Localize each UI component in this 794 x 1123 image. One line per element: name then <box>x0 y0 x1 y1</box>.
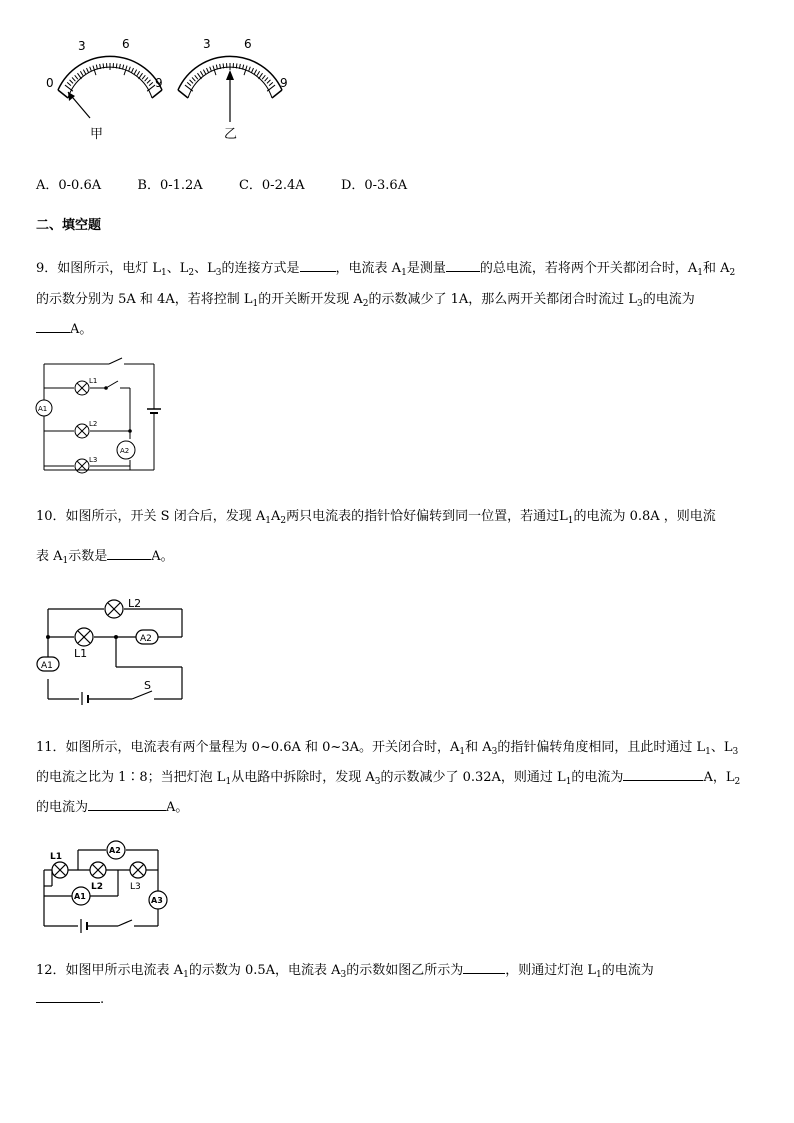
q11-blank-2[interactable] <box>88 798 166 811</box>
sub: 1 <box>567 516 574 526</box>
dial-tick <box>80 71 83 75</box>
sub: 3 <box>491 747 498 757</box>
q12-line1 <box>36 959 654 978</box>
dial-tick <box>86 68 88 73</box>
q12-text: 12．如图甲所示电流表 A <box>36 963 184 978</box>
sub: 1 <box>401 268 407 278</box>
q11-blank-1[interactable] <box>623 768 703 781</box>
sub: 1 <box>596 970 602 980</box>
q11-line2 <box>36 766 740 785</box>
dial-tick <box>103 63 104 68</box>
dial-tick <box>249 67 251 72</box>
ammeter-a2-label: A2 <box>120 447 130 455</box>
q9-text: 的示数分别为 5A 和 4A，若将控制 L <box>36 292 253 307</box>
lamp-l1-label: L1 <box>74 647 88 660</box>
ammeter-a1-label: A1 <box>74 892 86 901</box>
q12-blank-1[interactable] <box>463 961 505 974</box>
tick-label-3: 3 <box>78 39 86 53</box>
option-b[interactable]: B．0-1.2A <box>137 178 203 193</box>
dial-tick <box>206 68 208 73</box>
q10-text: 的电流为 0.8A ，则电流 <box>573 509 716 524</box>
dial-tick <box>75 75 78 79</box>
ammeter-a3-label: A3 <box>151 896 163 905</box>
option-d[interactable]: D．0-3.6A <box>340 178 408 193</box>
q11-text: 、L <box>710 740 733 755</box>
q12-line2 <box>36 990 104 1007</box>
sub: 1 <box>183 970 189 980</box>
q10-line2 <box>36 545 174 564</box>
sub: 3 <box>637 299 643 309</box>
dial-left <box>46 37 163 142</box>
sub: 2 <box>188 268 195 278</box>
q9-text: A。 <box>70 322 93 337</box>
sub: 2 <box>729 268 736 278</box>
q11-text: A，L <box>703 770 735 785</box>
option-c[interactable]: C．0-2.4A <box>238 178 305 193</box>
q9-blank-3[interactable] <box>36 320 70 333</box>
dial-tick <box>147 85 155 91</box>
q10-text: 示数是 <box>68 549 108 564</box>
q12-text: 的示数为 0.5A，电流表 A <box>188 963 341 978</box>
dial-tick <box>185 85 193 91</box>
ammeter-a1-label: A1 <box>41 661 53 671</box>
q11-text: A。 <box>166 800 189 815</box>
q9-text: 的连接方式是 <box>221 261 300 276</box>
dial-tick <box>262 75 265 79</box>
sub: 1 <box>459 747 466 757</box>
q9-line3 <box>36 318 92 337</box>
sub: 1 <box>225 777 232 787</box>
sub: 3 <box>215 268 222 278</box>
dial-tick <box>210 67 212 72</box>
sub: 3 <box>374 777 381 787</box>
dial-tick <box>72 77 75 81</box>
tick-label-9: 9 <box>155 76 163 90</box>
q9-blank-1[interactable] <box>300 259 336 272</box>
sub: 2 <box>734 777 741 787</box>
dial-tick <box>147 80 151 84</box>
q9-line1 <box>36 257 735 276</box>
q9-number: 9． <box>36 261 58 276</box>
dial-tick <box>116 63 117 68</box>
q11-text: 和 A <box>465 740 492 755</box>
sub: 1 <box>697 268 703 278</box>
dial-tick <box>223 63 224 68</box>
sub: 1 <box>705 747 711 757</box>
dial-tick <box>145 77 148 81</box>
dial-tick <box>67 82 71 85</box>
dial-tick <box>137 71 140 75</box>
q9-text: 的开关断开发现 A <box>258 292 363 307</box>
dial-tick <box>131 68 133 73</box>
sub: 1 <box>565 777 572 787</box>
dial-tick <box>190 80 194 84</box>
ammeter-a2-label: A2 <box>109 846 121 855</box>
sub: 2 <box>362 299 369 309</box>
lamp-l2-label: L2 <box>91 882 103 892</box>
dial-tick <box>83 70 85 74</box>
dial-left-label: 甲 <box>90 127 104 142</box>
q9-text: 和 A <box>702 261 730 276</box>
circuit-q9 <box>34 356 164 476</box>
q12-text: ，则通过灯泡 L <box>505 963 597 978</box>
q9-text: 是测量 <box>406 261 446 276</box>
q10-text: 两只电流表的指针恰好偏转到同一位置，若通过 <box>286 509 560 524</box>
q11-text: 11．如图所示，电流表有两个量程为 0~0.6A 和 0~3A。开关闭合时，A <box>36 740 460 755</box>
dial-tick <box>195 75 198 79</box>
dial-right <box>178 37 288 142</box>
dial-tick <box>149 82 153 85</box>
q9-blank-2[interactable] <box>446 259 480 272</box>
dial-tick <box>269 82 273 85</box>
q11-text: 的电流为 <box>571 770 624 785</box>
q10-text: L <box>559 509 568 524</box>
dial-tick <box>77 73 81 79</box>
dial-tick <box>259 73 263 79</box>
lamp-l3-label: L3 <box>130 882 141 892</box>
ammeter-a1-label: A1 <box>38 405 48 413</box>
q9-text: 的示数减少了 1A，那么两开关都闭合时流过 L <box>368 292 638 307</box>
dial-tick <box>265 77 268 81</box>
lamp-l2-label: L2 <box>128 597 142 610</box>
dial-tick <box>254 70 256 74</box>
dial-tick <box>90 67 92 72</box>
q12-text: 的电流为 <box>601 963 654 978</box>
q11-text: 的指针偏转角度相同，且此时通过 L <box>497 740 706 755</box>
q9-text: 、L <box>166 261 189 276</box>
q11-line1 <box>36 736 738 755</box>
lamp-l1-label: L1 <box>89 377 98 385</box>
dial-tick <box>134 70 136 74</box>
sub: 1 <box>265 516 271 526</box>
q12-text: 的示数如图乙所示为 <box>346 963 464 978</box>
dial-tick <box>139 73 143 79</box>
sub: 1 <box>161 268 167 278</box>
q10-text: A。 <box>151 549 174 564</box>
q9-text: 如图所示，电灯 L <box>57 261 162 276</box>
sub: 1 <box>62 556 69 566</box>
q11-line3 <box>36 796 188 815</box>
dial-tick <box>257 71 260 75</box>
dial-tick <box>203 70 205 74</box>
dial-tick <box>197 73 201 79</box>
q11-text: 的电流为 <box>36 800 89 815</box>
dial-tick <box>267 85 275 91</box>
ammeter-dials-figure <box>40 30 300 145</box>
circuit-q10 <box>34 595 189 705</box>
q11-text: 从电路中拆除时，发现 A <box>231 770 375 785</box>
sub: 3 <box>732 747 739 757</box>
dial-tick <box>142 75 145 79</box>
q12-blank-2[interactable] <box>36 990 100 1003</box>
dial-tick <box>267 80 271 84</box>
q9-line2 <box>36 288 695 307</box>
q11-text: 的示数减少了 0.32A，则通过 L <box>380 770 566 785</box>
lamp-l2-label: L2 <box>89 420 98 428</box>
q9-text: ，电流表 A <box>335 261 402 276</box>
tick-label-6b: 6 <box>244 37 252 51</box>
dial-tick <box>192 77 195 81</box>
q10-blank[interactable] <box>107 547 151 560</box>
q9-text: 的总电流，若将两个开关都闭合时，A <box>479 261 698 276</box>
dial-tick <box>70 80 74 84</box>
q9-text: 、L <box>194 261 216 276</box>
sub: 2 <box>280 516 287 526</box>
q10-line1 <box>36 505 716 524</box>
lamp-l1-label: L1 <box>50 852 62 862</box>
ammeter-a2-label: A2 <box>140 634 152 644</box>
tick-label-3b: 3 <box>203 37 211 51</box>
circuit-q11 <box>38 838 173 933</box>
q10-text: A <box>270 509 281 524</box>
lamp-l3-label: L3 <box>89 456 98 464</box>
sub: 3 <box>340 970 347 980</box>
q9-text: 的电流为 <box>642 292 695 307</box>
q10-text: 表 A <box>36 549 63 564</box>
dial-tick <box>236 63 237 68</box>
dial-right-label: 乙 <box>224 127 238 142</box>
q11-text: 的电流之比为 1∶8；当把灯泡 L <box>36 770 226 785</box>
option-a[interactable]: A．0-0.6A <box>36 178 102 193</box>
tick-label-0: 0 <box>46 76 54 90</box>
dial-tick <box>187 82 191 85</box>
tick-label-6: 6 <box>122 37 130 51</box>
sub: 1 <box>252 299 259 309</box>
tick-label-9b: 9 <box>280 76 288 90</box>
dial-tick <box>65 85 73 91</box>
dial-tick <box>251 68 253 73</box>
section-title: 二、填空题 <box>36 218 102 233</box>
q10-text: 10．如图所示，开关 S 闭合后，发现 A <box>36 509 266 524</box>
dial-tick <box>129 67 131 72</box>
q12-text: . <box>100 992 105 1007</box>
q8-options <box>36 174 407 193</box>
dial-tick <box>200 71 203 75</box>
switch-s-label: S <box>144 679 151 692</box>
